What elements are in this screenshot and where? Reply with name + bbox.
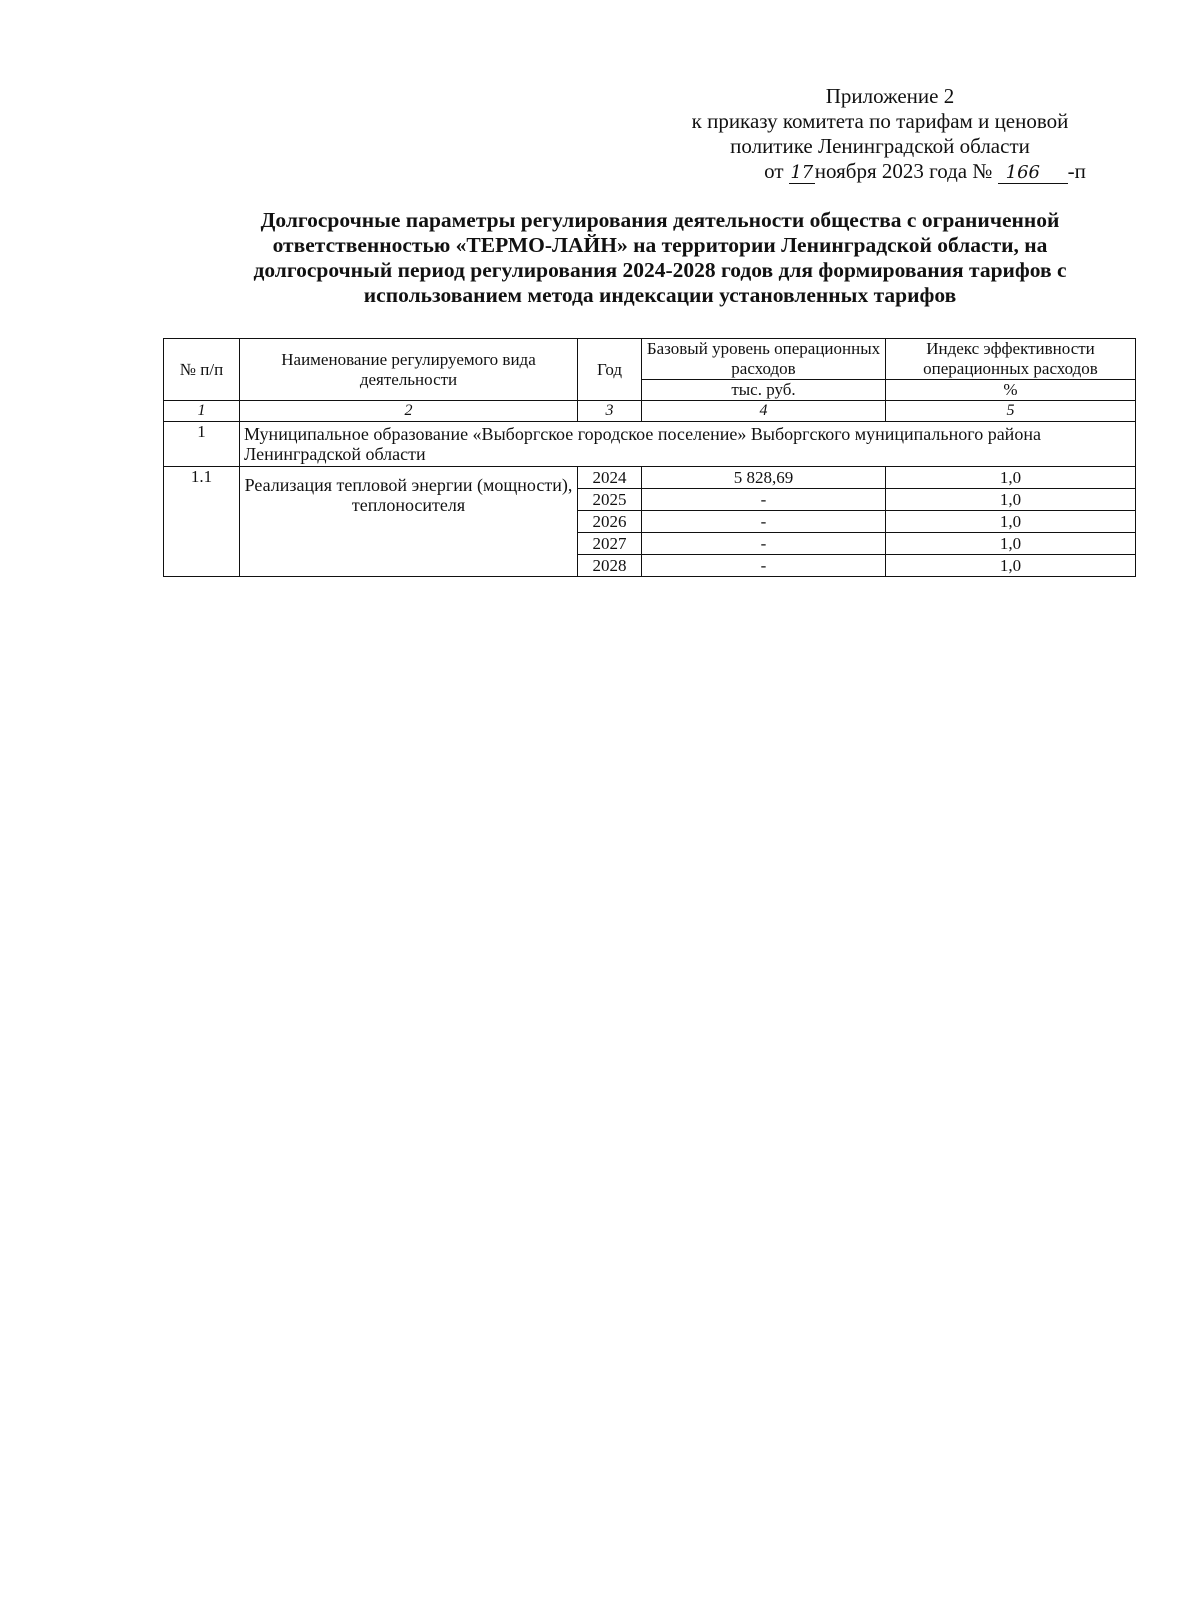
row-year: 2024 — [578, 467, 642, 489]
header-activity: Наименование регулируемого вида деятельности — [240, 339, 578, 401]
date-prefix: от — [764, 159, 784, 183]
row-index: 1,0 — [886, 555, 1136, 577]
table-header-row — [164, 339, 1136, 380]
order-suffix: -п — [1067, 159, 1086, 183]
item-num: 1.1 — [164, 467, 240, 577]
row-index: 1,0 — [886, 533, 1136, 555]
handwritten-order-number: 166 — [998, 163, 1068, 184]
column-numbers-row — [164, 401, 1136, 422]
appendix-line-2: к приказу комитета по тарифам и ценовой — [691, 109, 1069, 133]
header-year: Год — [578, 339, 642, 401]
title-line-3: долгосрочный период регулирования 2024-2028 годов для формирования тарифов с — [253, 258, 1067, 282]
column-number: 3 — [578, 401, 642, 422]
appendix-line-1: Приложение 2 — [825, 84, 955, 108]
row-index: 1,0 — [886, 511, 1136, 533]
item-activity: Реализация тепловой энергии (мощности), теплоносителя — [240, 467, 578, 577]
column-number: 4 — [642, 401, 886, 422]
municipality-row — [164, 422, 1136, 467]
header-efficiency: Индекс эффективности операционных расходов — [886, 339, 1136, 380]
header-num: № п/п — [164, 339, 240, 401]
title-line-1: Долгосрочные параметры регулирования деятельности общества с ограниченной — [260, 208, 1060, 232]
column-number: 1 — [164, 401, 240, 422]
header-base-level: Базовый уровень операционных расходов — [642, 339, 886, 380]
row-base-level: - — [642, 555, 886, 577]
handwritten-day: 17 — [790, 162, 814, 183]
row-year: 2028 — [578, 555, 642, 577]
title-line-2: ответственностью «ТЕРМО-ЛАЙН» на территории Ленинградской области, на — [272, 233, 1048, 257]
title-line-4: использованием метода индексации установленных тарифов — [363, 283, 957, 307]
row-base-level: - — [642, 489, 886, 511]
row-base-level: - — [642, 511, 886, 533]
row-year: 2025 — [578, 489, 642, 511]
appendix-line-3: политике Ленинградской области — [730, 134, 1030, 158]
table-row — [164, 467, 1136, 489]
appendix-date-line — [600, 159, 1160, 184]
parameters-table — [163, 338, 1136, 577]
row-base-level: 5 828,69 — [642, 467, 886, 489]
municipality-name: Муниципальное образование «Выборгское городское поселение» Выборгского муниципального района Ленинградской области — [240, 422, 1136, 467]
row-index: 1,0 — [886, 489, 1136, 511]
column-number: 2 — [240, 401, 578, 422]
unit-efficiency: % — [886, 380, 1136, 401]
column-number: 5 — [886, 401, 1136, 422]
appendix-header — [600, 84, 1160, 184]
document-title — [190, 208, 1130, 308]
row-year: 2026 — [578, 511, 642, 533]
row-base-level: - — [642, 533, 886, 555]
unit-base-level: тыс. руб. — [642, 380, 886, 401]
date-rest: ноября 2023 года № — [814, 159, 993, 183]
municipality-num: 1 — [164, 422, 240, 467]
row-index: 1,0 — [886, 467, 1136, 489]
row-year: 2027 — [578, 533, 642, 555]
